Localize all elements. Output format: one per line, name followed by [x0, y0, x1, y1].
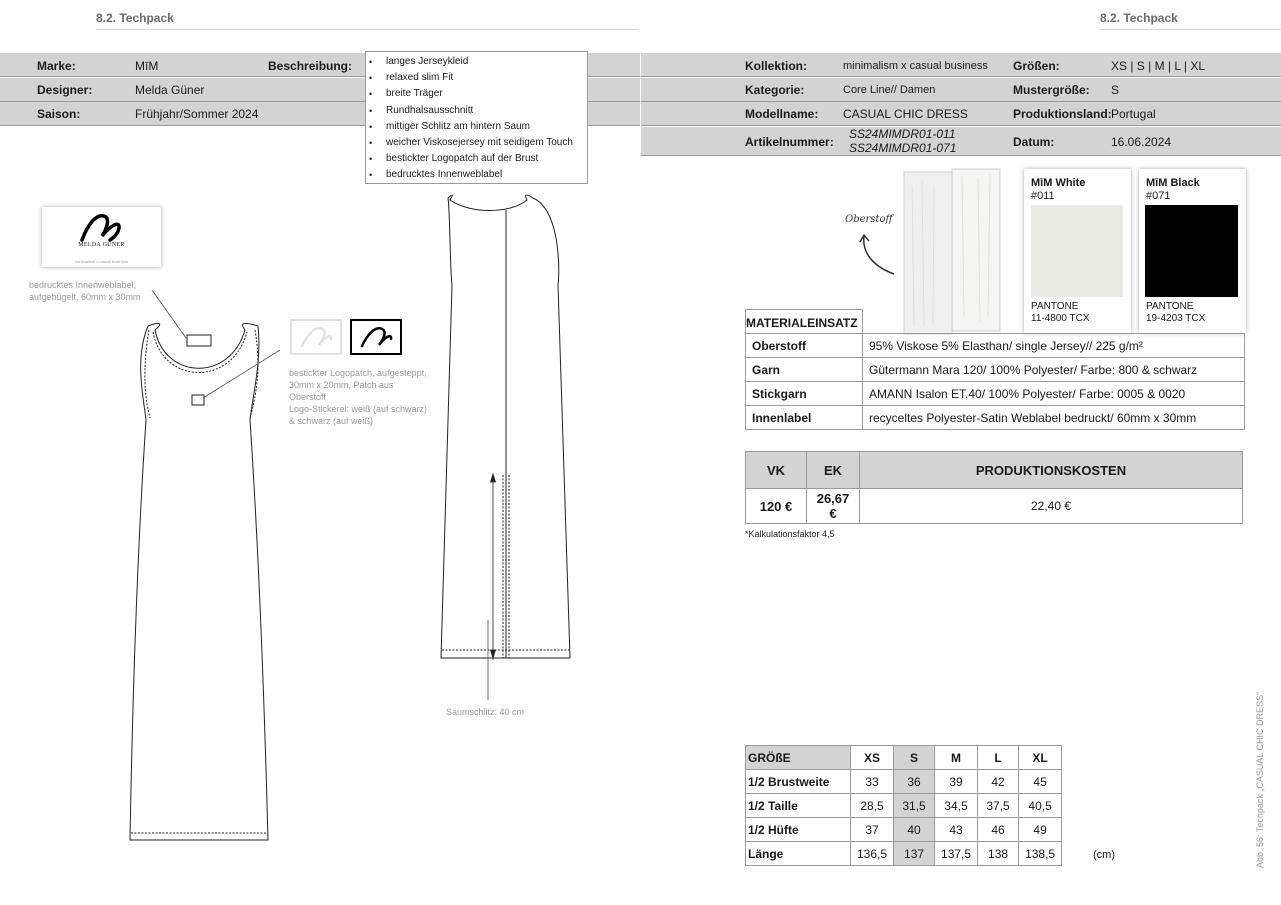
size-cell: 33: [851, 770, 894, 794]
size-table: [745, 745, 1062, 866]
hem-slit-note: Saumschlitz: 40 cm: [446, 707, 525, 717]
size-header: L: [978, 746, 1019, 770]
size-cell: 36: [894, 770, 935, 794]
model-label: Modellname:: [745, 107, 819, 121]
costs-table: [745, 451, 1243, 524]
description-item: • relaxed slim Fit: [366, 70, 587, 86]
description-item: • mittiger Schlitz am hintern Saum: [366, 119, 587, 135]
fabric-arrow-icon: [858, 232, 898, 278]
table-row: [746, 842, 1062, 866]
table-row: [746, 334, 1245, 358]
swatch-name: MīM White: [1031, 177, 1086, 189]
size-cell: 136,5: [851, 842, 894, 866]
right-row-category: [641, 78, 1281, 102]
table-row: [746, 452, 1243, 489]
size-header: XS: [851, 746, 894, 770]
swatch-card-white: [1024, 169, 1131, 333]
sample-size-value: S: [1111, 83, 1120, 97]
swatch-color-black: [1145, 205, 1238, 297]
size-cell: 49: [1019, 818, 1062, 842]
table-row: [746, 358, 1245, 382]
swatch-pantone-code: 11-4800 TCX: [1031, 313, 1090, 324]
collection-value: minimalism x casual business: [843, 60, 988, 72]
description-item: • bestickter Logopatch auf der Brust: [366, 151, 587, 167]
dress-front-icon: [130, 323, 268, 840]
brand-value: MīM: [135, 59, 159, 73]
article-label: Artikelnummer:: [745, 135, 834, 149]
prod-value: 22,40 €: [860, 489, 1243, 524]
materials-table: [745, 333, 1245, 430]
sizes-label: Größen:: [1013, 59, 1060, 73]
size-cell: 40: [894, 818, 935, 842]
material-name: Oberstoff: [746, 334, 863, 358]
size-cell: 34,5: [935, 794, 978, 818]
date-value: 16.06.2024: [1111, 135, 1172, 149]
material-value: AMANN Isalon ET.40/ 100% Polyester/ Farbe: 0005 & 0020: [863, 382, 1245, 406]
description-label: Beschreibung:: [268, 59, 353, 73]
swatch-pantone-code: 19-4203 TCX: [1146, 313, 1206, 324]
vk-header: VK: [746, 452, 807, 489]
size-header: GRÖßE: [746, 746, 851, 770]
size-cell: 37,5: [978, 794, 1019, 818]
material-value: 95% Viskose 5% Elasthan/ single Jersey// 225 g/m²: [863, 334, 1245, 358]
right-row-article: [641, 127, 1281, 156]
size-cell: 28,5: [851, 794, 894, 818]
size-cell: 137,5: [935, 842, 978, 866]
size-cell: 42: [978, 770, 1019, 794]
prod-header: PRODUKTIONSKOSTEN: [860, 452, 1243, 489]
sample-size-label: Mustergröße:: [1013, 83, 1090, 97]
table-row: [746, 818, 1062, 842]
material-name: Innenlabel: [746, 406, 863, 430]
size-row-label: Länge: [746, 842, 851, 866]
size-header: M: [935, 746, 978, 770]
article-value-2: SS24MIMDR01-071: [849, 141, 957, 155]
article-value-1: SS24MIMDR01-011: [849, 127, 956, 141]
size-row-label: 1/2 Hüfte: [746, 818, 851, 842]
size-cell: 46: [978, 818, 1019, 842]
logo-patch-note: [289, 367, 429, 427]
logo-patch-note-2: Logo-Stickerei: weiß (auf schwarz) & schwarz (auf weiß): [289, 404, 428, 426]
dress-back-icon: [441, 195, 570, 658]
left-page-title: 8.2. Techpack: [96, 11, 174, 25]
size-header: S: [894, 746, 935, 770]
table-row: [746, 770, 1062, 794]
materials-title: MATERIALEINSATZ: [746, 316, 858, 330]
size-cell: 40,5: [1019, 794, 1062, 818]
country-value: Portugal: [1111, 107, 1156, 121]
fabric-swatch-icon: [900, 166, 1020, 336]
fabric-handwritten-label: Oberstoff: [845, 214, 893, 225]
swatch-card-black: [1139, 169, 1246, 333]
swatch-code: #011: [1031, 190, 1055, 202]
brand-label: Marke:: [37, 59, 76, 73]
logo-patch-leader: [203, 350, 280, 398]
swatch-code: #071: [1146, 190, 1171, 202]
size-cell: 43: [935, 818, 978, 842]
logo-patch-white: [290, 319, 342, 355]
right-title-rule: [1100, 29, 1281, 30]
size-cell: 45: [1019, 770, 1062, 794]
table-row: [746, 489, 1243, 524]
season-label: Saison:: [37, 107, 81, 121]
inner-label-leader: [152, 290, 186, 338]
description-item: • Rundhalsausschnitt: [366, 103, 587, 119]
patch-logo-white-icon: [292, 321, 340, 353]
season-value: Frühjahr/Sommer 2024: [135, 107, 259, 121]
category-label: Kategorie:: [745, 83, 805, 97]
ek-value: 26,67 €: [807, 489, 860, 524]
designer-value: Melda Güner: [135, 83, 205, 97]
size-row-label: 1/2 Taille: [746, 794, 851, 818]
patch-logo-black-icon: [352, 321, 400, 353]
cost-footnote: *Kalkulationsfaktor 4,5: [745, 529, 835, 539]
table-row: [746, 794, 1062, 818]
material-value: recyceltes Polyester-Satin Weblabel bedruckt/ 60mm x 30mm: [863, 406, 1245, 430]
material-name: Stickgarn: [746, 382, 863, 406]
size-cell: 137: [894, 842, 935, 866]
size-row-label: 1/2 Brustweite: [746, 770, 851, 794]
description-box: [365, 51, 588, 184]
swatch-pantone: PANTONE: [1031, 301, 1079, 312]
table-row: [746, 382, 1245, 406]
model-value: CASUAL CHIC DRESS: [843, 107, 968, 121]
material-value: Gütermann Mara 120/ 100% Polyester/ Farbe: 800 & schwarz: [863, 358, 1245, 382]
left-title-rule: [96, 29, 638, 30]
size-cell: 37: [851, 818, 894, 842]
category-value: Core Line// Damen: [843, 84, 936, 96]
description-item: • langes Jerseykleid: [366, 54, 587, 70]
logo-patch-black: [350, 319, 402, 355]
size-cell: 138: [978, 842, 1019, 866]
logo-wordmark: MELDA GÜNER: [78, 242, 125, 248]
description-item: • breite Träger: [366, 86, 587, 102]
table-row: [746, 406, 1245, 430]
logo-patch-note-1: bestickter Logopatch, aufgesteppt, 30mm x 20mm, Patch aus Oberstoff: [289, 368, 427, 402]
inner-label-note: bedrucktes Innenweblabel, aufgebügelt, 60mm x 30mm: [29, 280, 141, 302]
vk-value: 120 €: [746, 489, 807, 524]
materials-title-box: [745, 309, 863, 334]
swatch-name: MīM Black: [1146, 177, 1200, 189]
designer-label: Designer:: [37, 83, 93, 97]
dress-technical-drawing: [0, 190, 640, 850]
sizes-value: XS | S | M | L | XL: [1111, 59, 1206, 73]
country-label: Produktionsland:: [1013, 107, 1112, 121]
description-item: • bedrucktes Innenweblabel: [366, 167, 587, 183]
hem-slit-arrow: [491, 474, 496, 660]
material-name: Garn: [746, 358, 863, 382]
ek-header: EK: [807, 452, 860, 489]
size-cell: 31,5: [894, 794, 935, 818]
description-item: • weicher Viskosejersey mit seidigem Touch: [366, 135, 587, 151]
swatch-color-white: [1031, 205, 1123, 297]
table-row: [746, 746, 1062, 770]
size-cell: 39: [935, 770, 978, 794]
figure-caption: Abb. 56: Techpack „CASUAL CHIC DRESS“: [1255, 691, 1265, 868]
size-cell: 138,5: [1019, 842, 1062, 866]
collection-label: Kollektion:: [745, 59, 807, 73]
swatch-pantone: PANTONE: [1146, 301, 1194, 312]
date-label: Datum:: [1013, 135, 1055, 149]
size-unit: (cm): [1093, 849, 1115, 861]
label-tagline: minimalism x casual business: [75, 259, 128, 264]
right-page-title: 8.2. Techpack: [1100, 11, 1178, 25]
size-header: XL: [1019, 746, 1062, 770]
